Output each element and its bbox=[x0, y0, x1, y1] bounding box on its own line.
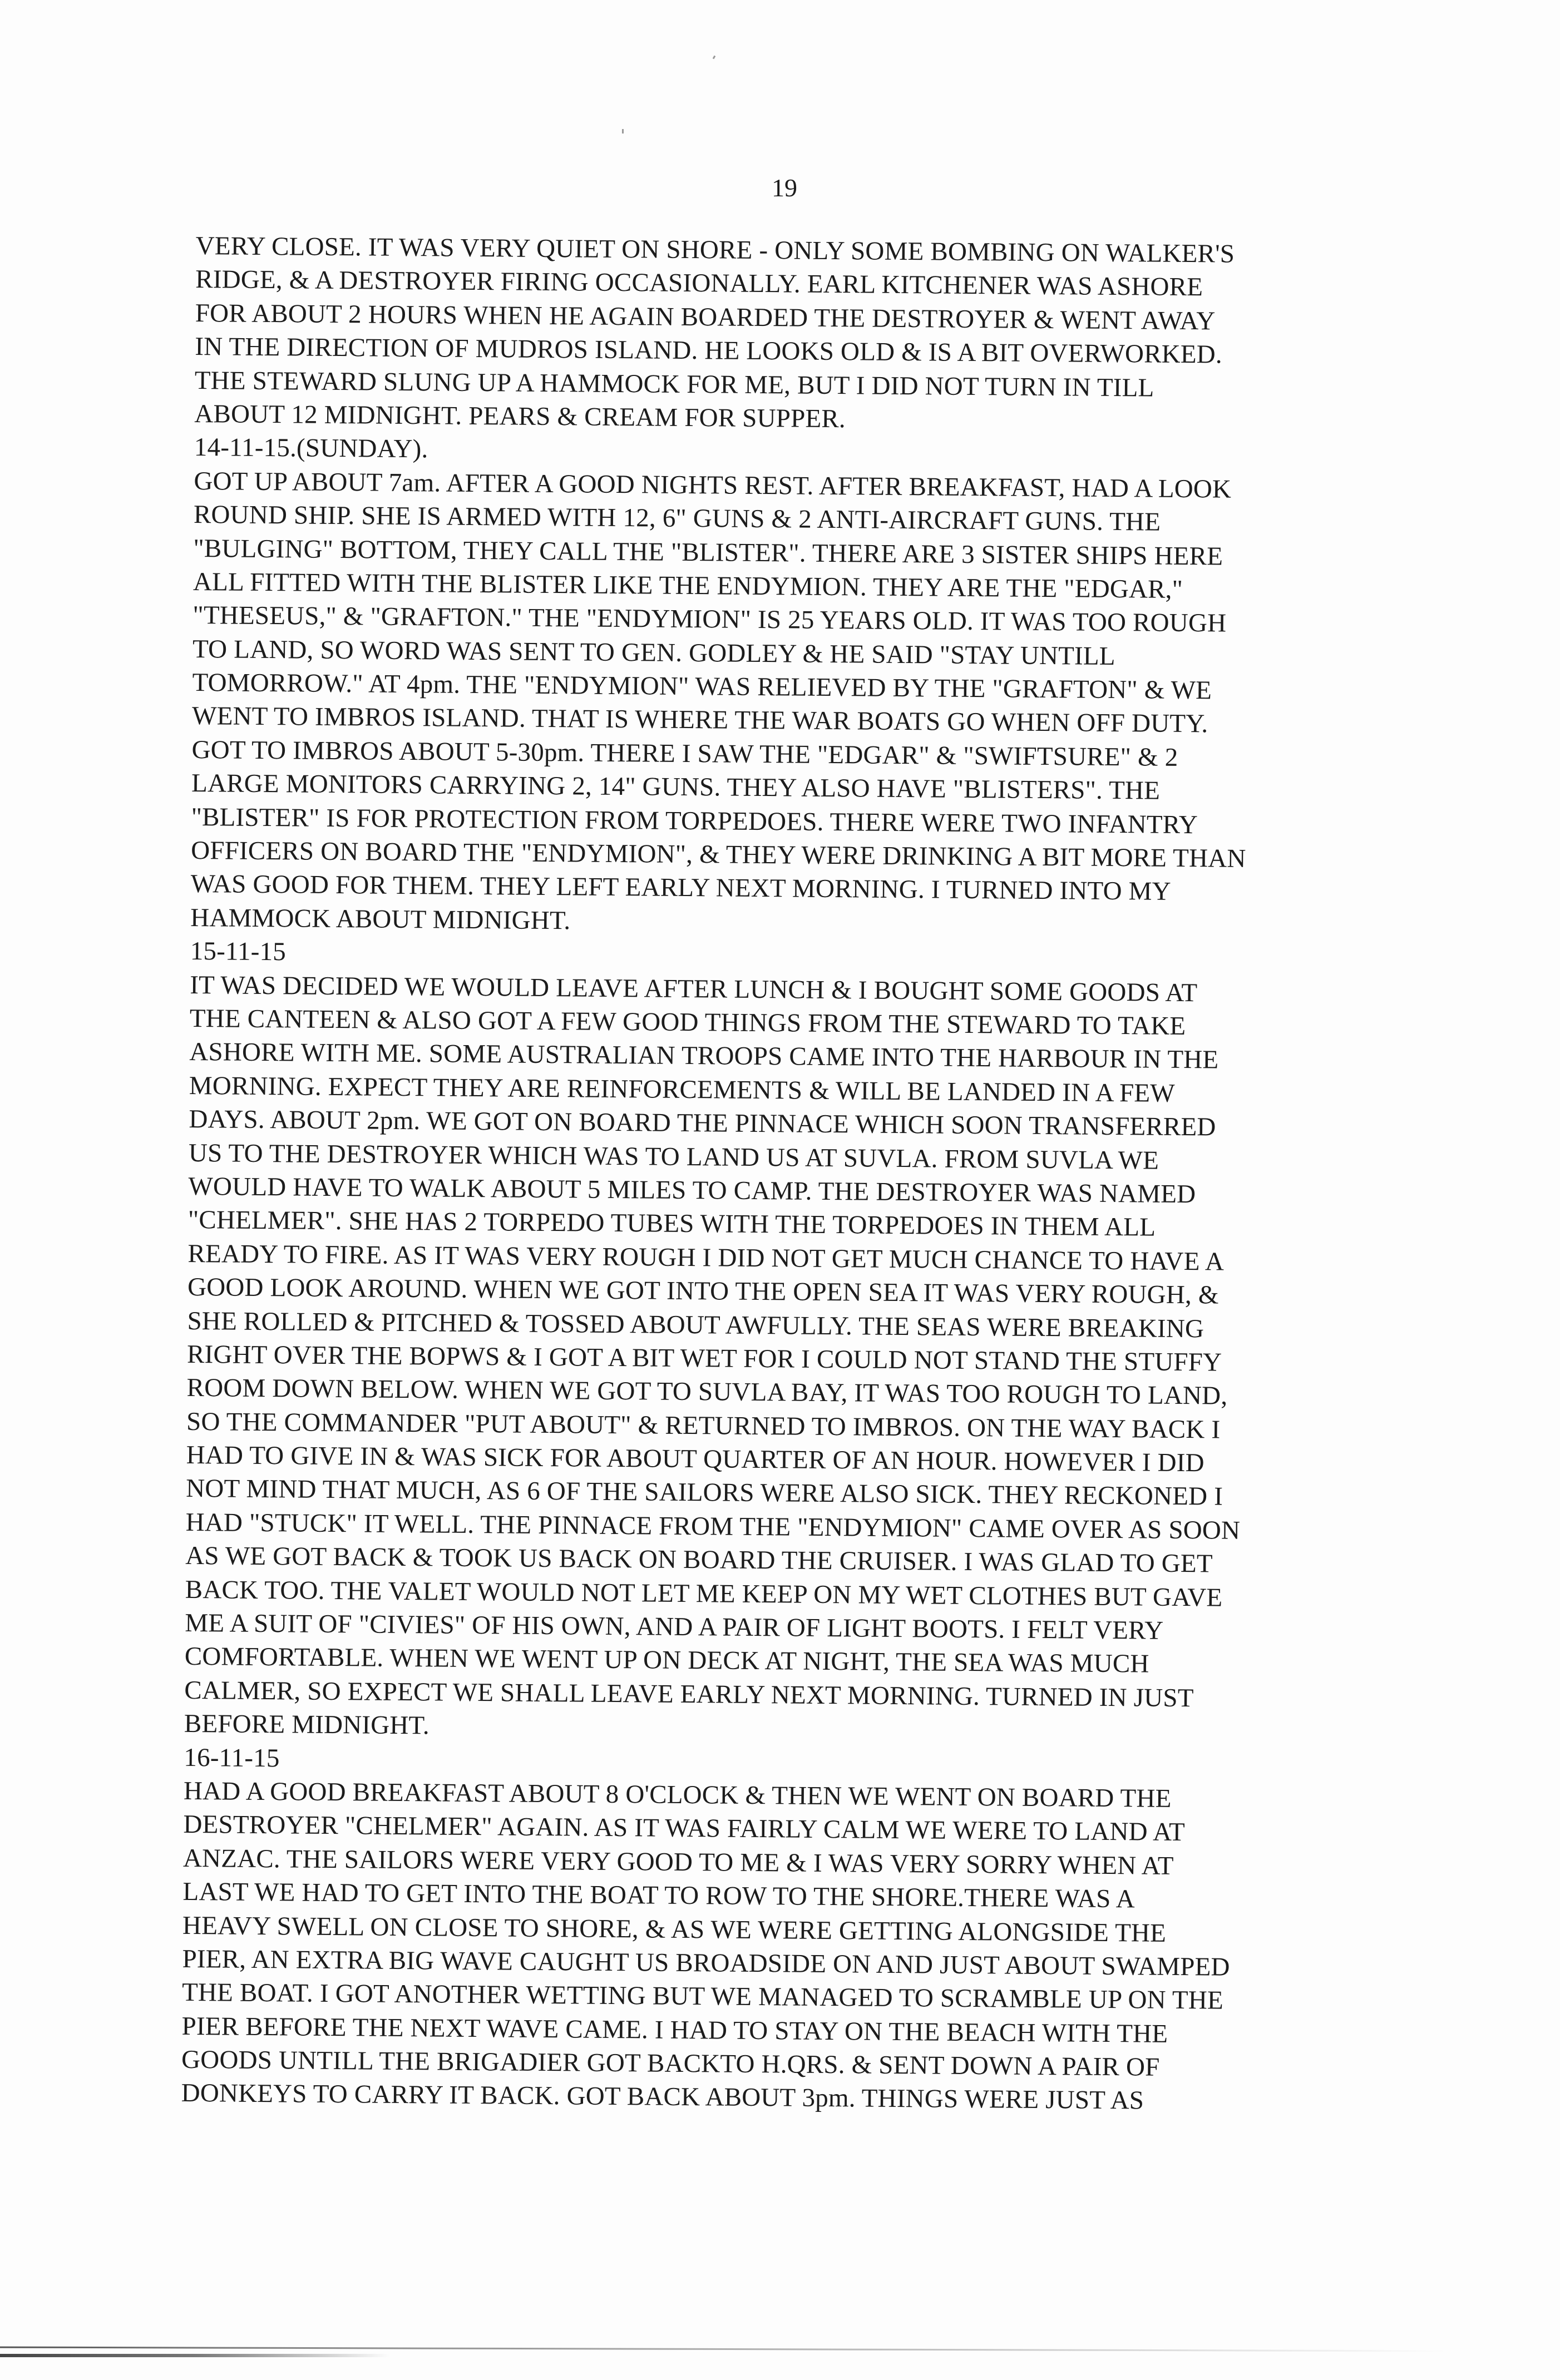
text-line: CALMER, SO EXPECT WE SHALL LEAVE EARLY NEXT MORNING. TURNED IN JUST bbox=[184, 1675, 1194, 1713]
text-line: RIGHT OVER THE BOPWS & I GOT A BIT WET FOR I COULD NOT STAND THE STUFFY bbox=[186, 1339, 1222, 1377]
text-line: BACK TOO. THE VALET WOULD NOT LET ME KEEP ON MY WET CLOTHES BUT GAVE bbox=[185, 1575, 1223, 1612]
text-line: "CHELMER". SHE HAS 2 TORPEDO TUBES WITH THE TORPEDOES IN THEM ALL bbox=[187, 1205, 1156, 1242]
text-line: "BLISTER" IS FOR PROTECTION FROM TORPEDOES. THERE WERE TWO INFANTRY bbox=[191, 802, 1198, 839]
text-line: US TO THE DESTROYER WHICH WAS TO LAND US AT SUVLA. FROM SUVLA WE bbox=[188, 1138, 1159, 1175]
diary-text bbox=[181, 229, 1375, 2119]
text-line: DAYS. ABOUT 2pm. WE GOT ON BOARD THE PINNACE WHICH SOON TRANSFERRED bbox=[189, 1105, 1216, 1142]
text-line: ASHORE WITH ME. SOME AUSTRALIAN TROOPS CAME INTO THE HARBOUR IN THE bbox=[189, 1037, 1219, 1075]
text-line: MORNING. EXPECT THEY ARE REINFORCEMENTS & WILL BE LANDED IN A FEW bbox=[189, 1071, 1176, 1108]
date-heading: 15-11-15 bbox=[190, 937, 287, 967]
text-line: IT WAS DECIDED WE WOULD LEAVE AFTER LUNCH & I BOUGHT SOME GOODS AT bbox=[190, 970, 1198, 1007]
text-line: TO LAND, SO WORD WAS SENT TO GEN. GODLEY & HE SAID "STAY UNTILL bbox=[192, 634, 1115, 671]
text-line: SHE ROLLED & PITCHED & TOSSED ABOUT AWFULLY. THE SEAS WERE BREAKING bbox=[187, 1306, 1204, 1343]
text-line: GOODS UNTILL THE BRIGADIER GOT BACKTO H.QRS. & SENT DOWN A PAIR OF bbox=[181, 2045, 1160, 2082]
text-line: IN THE DIRECTION OF MUDROS ISLAND. HE LOOKS OLD & IS A BIT OVERWORKED. bbox=[195, 332, 1223, 369]
scan-edge-line bbox=[0, 2347, 1447, 2352]
text-line: LAST WE HAD TO GET INTO THE BOAT TO ROW TO THE SHORE.THERE WAS A bbox=[182, 1877, 1136, 1914]
text-line: WOULD HAVE TO WALK ABOUT 5 MILES TO CAMP. THE DESTROYER WAS NAMED bbox=[188, 1171, 1196, 1209]
text-line: LARGE MONITORS CARRYING 2, 14" GUNS. THEY ALSO HAVE "BLISTERS". THE bbox=[191, 769, 1161, 805]
text-line: OFFICERS ON BOARD THE "ENDYMION", & THEY WERE DRINKING A BIT MORE THAN bbox=[191, 835, 1246, 873]
text-line: GOT TO IMBROS ABOUT 5-30pm. THERE I SAW THE "EDGAR" & "SWIFTSURE" & 2 bbox=[191, 735, 1178, 772]
text-line: PIER, AN EXTRA BIG WAVE CAUGHT US BROADSIDE ON AND JUST ABOUT SWAMPED bbox=[182, 1944, 1230, 1982]
text-line: HAMMOCK ABOUT MIDNIGHT. bbox=[190, 903, 571, 936]
text-line: ANZAC. THE SAILORS WERE VERY GOOD TO ME & I WAS VERY SORRY WHEN AT bbox=[182, 1843, 1174, 1881]
page-number: 19 bbox=[772, 174, 797, 202]
text-line: TOMORROW." AT 4pm. THE "ENDYMION" WAS RELIEVED BY THE "GRAFTON" & WE bbox=[192, 668, 1212, 705]
text-line: THE BOAT. I GOT ANOTHER WETTING BUT WE MANAGED TO SCRAMBLE UP ON THE bbox=[181, 1978, 1224, 2015]
text-line: ABOUT 12 MIDNIGHT. PEARS & CREAM FOR SUPPER. bbox=[194, 399, 846, 434]
text-line: RIDGE, & A DESTROYER FIRING OCCASIONALLY. EARL KITCHENER WAS ASHORE bbox=[195, 265, 1203, 302]
text-line: THE STEWARD SLUNG UP A HAMMOCK FOR ME, BUT I DID NOT TURN IN TILL bbox=[194, 365, 1154, 403]
text-line: READY TO FIRE. AS IT WAS VERY ROUGH I DID NOT GET MUCH CHANCE TO HAVE A bbox=[187, 1239, 1225, 1276]
text-line: WENT TO IMBROS ISLAND. THAT IS WHERE THE WAR BOATS GO WHEN OFF DUTY. bbox=[191, 701, 1208, 739]
text-line: HAD "STUCK" IT WELL. THE PINNACE FROM THE "ENDYMION" CAME OVER AS SOON bbox=[185, 1507, 1241, 1545]
text-line: PIER BEFORE THE NEXT WAVE CAME. I HAD TO STAY ON THE BEACH WITH THE bbox=[181, 2011, 1168, 2049]
text-line: GOOD LOOK AROUND. WHEN WE GOT INTO THE OPEN SEA IT WAS VERY ROUGH, & bbox=[187, 1273, 1219, 1310]
text-line: DONKEYS TO CARRY IT BACK. GOT BACK ABOUT 3pm. THINGS WERE JUST AS bbox=[181, 2079, 1144, 2115]
text-line: GOT UP ABOUT 7am. AFTER A GOOD NIGHTS REST. AFTER BREAKFAST, HAD A LOOK bbox=[194, 466, 1232, 504]
text-line: NOT MIND THAT MUCH, AS 6 OF THE SAILORS WERE ALSO SICK. THEY RECKONED I bbox=[186, 1474, 1223, 1512]
text-line: HEAVY SWELL ON CLOSE TO SHORE, & AS WE WERE GETTING ALONGSIDE THE bbox=[182, 1911, 1167, 1948]
text-line: DESTROYER "CHELMER" AGAIN. AS IT WAS FAIRLY CALM WE WERE TO LAND AT bbox=[183, 1810, 1186, 1847]
text-line: "THESEUS," & "GRAFTON." THE "ENDYMION" IS 25 YEARS OLD. IT WAS TOO ROUGH bbox=[192, 601, 1227, 638]
text-line: AS WE GOT BACK & TOOK US BACK ON BOARD THE CRUISER. I WAS GLAD TO GET bbox=[185, 1541, 1213, 1579]
text-line: WAS GOOD FOR THEM. THEY LEFT EARLY NEXT MORNING. I TURNED INTO MY bbox=[190, 869, 1172, 907]
text-line: BEFORE MIDNIGHT. bbox=[184, 1709, 430, 1740]
scan-edge-shadow bbox=[0, 2354, 389, 2357]
text-line: "BULGING" BOTTOM, THEY CALL THE "BLISTER". THERE ARE 3 SISTER SHIPS HERE bbox=[193, 533, 1223, 571]
date-heading: 16-11-15 bbox=[184, 1743, 280, 1773]
text-line: VERY CLOSE. IT WAS VERY QUIET ON SHORE - ONLY SOME BOMBING ON WALKER'S bbox=[195, 231, 1235, 269]
text-line: ALL FITTED WITH THE BLISTER LIKE THE ENDYMION. THEY ARE THE "EDGAR," bbox=[192, 567, 1183, 604]
text-line: ME A SUIT OF "CIVIES" OF HIS OWN, AND A PAIR OF LIGHT BOOTS. I FELT VERY bbox=[185, 1608, 1164, 1645]
scan-speck bbox=[622, 129, 624, 133]
text-line: ROOM DOWN BELOW. WHEN WE GOT TO SUVLA BAY, IT WAS TOO ROUGH TO LAND, bbox=[186, 1373, 1228, 1411]
text-line: SO THE COMMANDER "PUT ABOUT" & RETURNED TO IMBROS. ON THE WAY BACK I bbox=[186, 1407, 1221, 1444]
text-line: HAD TO GIVE IN & WAS SICK FOR ABOUT QUARTER OF AN HOUR. HOWEVER I DID bbox=[186, 1440, 1204, 1478]
text-line: THE CANTEEN & ALSO GOT A FEW GOOD THINGS FROM THE STEWARD TO TAKE bbox=[189, 1003, 1186, 1041]
date-heading: 14-11-15.(SUNDAY). bbox=[194, 433, 428, 464]
text-line: COMFORTABLE. WHEN WE WENT UP ON DECK AT NIGHT, THE SEA WAS MUCH bbox=[184, 1642, 1149, 1679]
text-line: HAD A GOOD BREAKFAST ABOUT 8 O'CLOCK & THEN WE WENT ON BOARD THE bbox=[183, 1776, 1172, 1813]
text-line: FOR ABOUT 2 HOURS WHEN HE AGAIN BOARDED THE DESTROYER & WENT AWAY bbox=[195, 298, 1216, 336]
text-line: ROUND SHIP. SHE IS ARMED WITH 12, 6" GUNS & 2 ANTI-AIRCRAFT GUNS. THE bbox=[193, 500, 1161, 537]
scan-speck bbox=[713, 56, 716, 60]
